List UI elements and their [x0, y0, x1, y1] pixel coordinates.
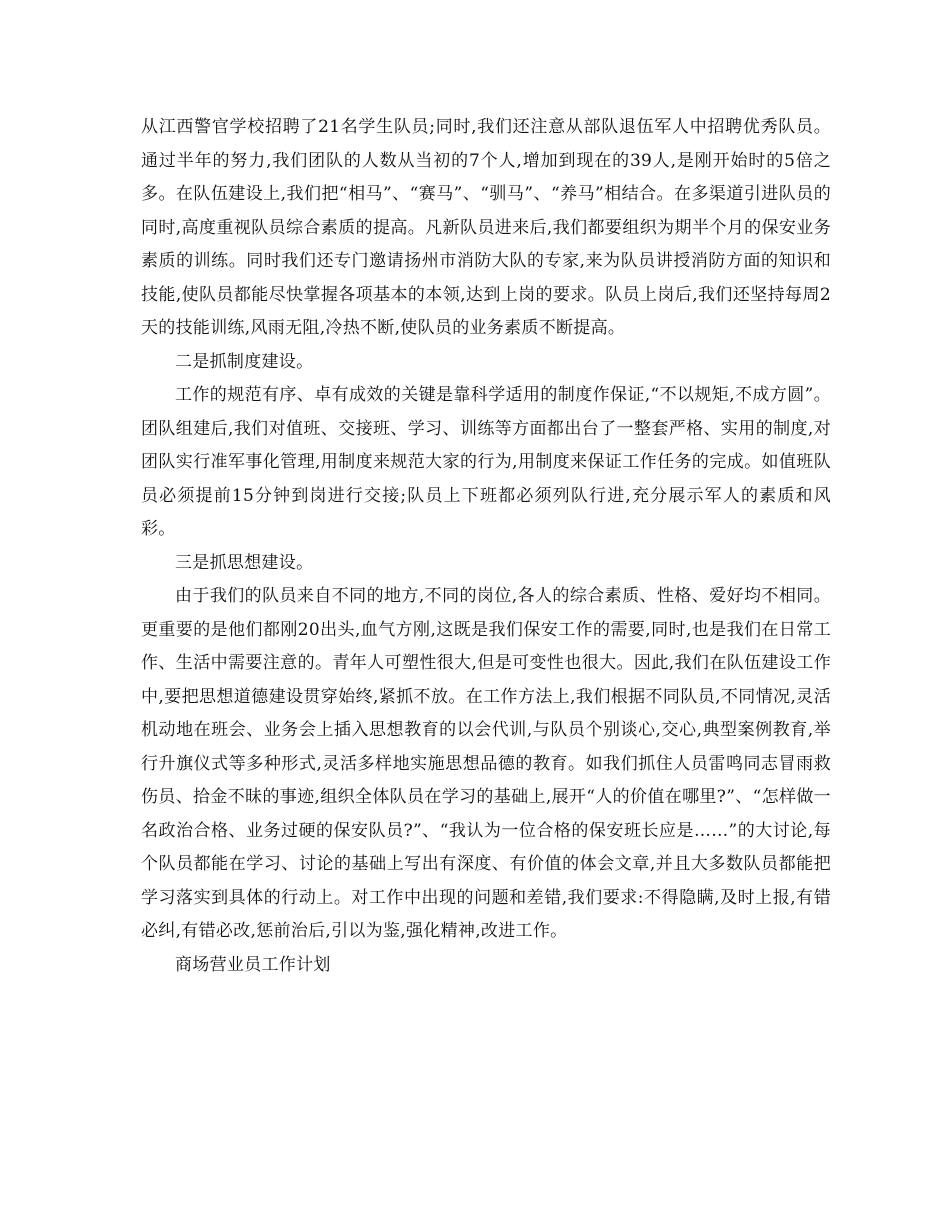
- document-body: [141, 111, 831, 982]
- heading-sales-plan: 商场营业员工作计划: [175, 954, 331, 975]
- heading-ideology-building: 三是抓思想建设。: [175, 552, 314, 573]
- heading-system-building: 二是抓制度建设。: [175, 351, 314, 372]
- paragraph-ideology-building: 由于我们的队员来自不同的地方,不同的岗位,各人的综合素质、性格、爱好均不相同。更重要的是他们都刚20出头,血气方刚,这既是我们保安工作的需要,同时,也是我们在日常工作、生活中需要注意的。青年人可塑性很大,但是可变性也很大。因此,我们在队伍建设工作中,要把思想道德建设贯穿始终,紧抓不放。在工作方法上,我们根据不同队员,不同情况,灵活机动地在班会、业务会上插入思想教育的以会代训,与队员个别谈心,交心,典型案例教育,举行升旗仪式等多种形式,灵活多样地实施思想品德的教育。如我们抓住人员雷鸣同志冒雨救伤员、拾金不昧的事迹,组织全体队员在学习的基础上,展开“人的价值在哪里?”、“怎样做一名政治合格、业务过硬的保安队员?”、“我认为一位合格的保安班长应是……”的大讨论,每个队员都能在学习、讨论的基础上写出有深度、有价值的体会文章,并且大多数队员都能把学习落实到具体的行动上。对工作中出现的问题和差错,我们要求:不得隐瞒,及时上报,有错必纠,有错必改,惩前治后,引以为鉴,强化精神,改进工作。: [141, 586, 831, 941]
- paragraph-system-building: 工作的规范有序、卓有成效的关键是靠科学适用的制度作保证,“不以规矩,不成方圆”。团队组建后,我们对值班、交接班、学习、训练等方面都出台了一整套严格、实用的制度,对团队实行准军事化管理,用制度来规范大家的行为,用制度来保证工作任务的完成。如值班队员必须提前15分钟到岗进行交接;队员上下班都必须列队行进,充分展示军人的素质和风彩。: [141, 385, 831, 539]
- paragraph-recruitment: 从江西警官学校招聘了21名学生队员;同时,我们还注意从部队退伍军人中招聘优秀队员。通过半年的努力,我们团队的人数从当初的7个人,增加到现在的39人,是刚开始时的5倍之多。在队伍建设上,我们把“相马”、“赛马”、“驯马”、“养马”相结合。在多渠道引进队员的同时,高度重视队员综合素质的提高。凡新队员进来后,我们都要组织为期半个月的保安业务素质的训练。同时我们还专门邀请扬州市消防大队的专家,来为队员讲授消防方面的知识和技能,使队员都能尽快掌握各项基本的本领,达到上岗的要求。队员上岗后,我们还坚持每周2天的技能训练,风雨无阻,冷热不断,使队员的业务素质不断提高。: [141, 117, 831, 338]
